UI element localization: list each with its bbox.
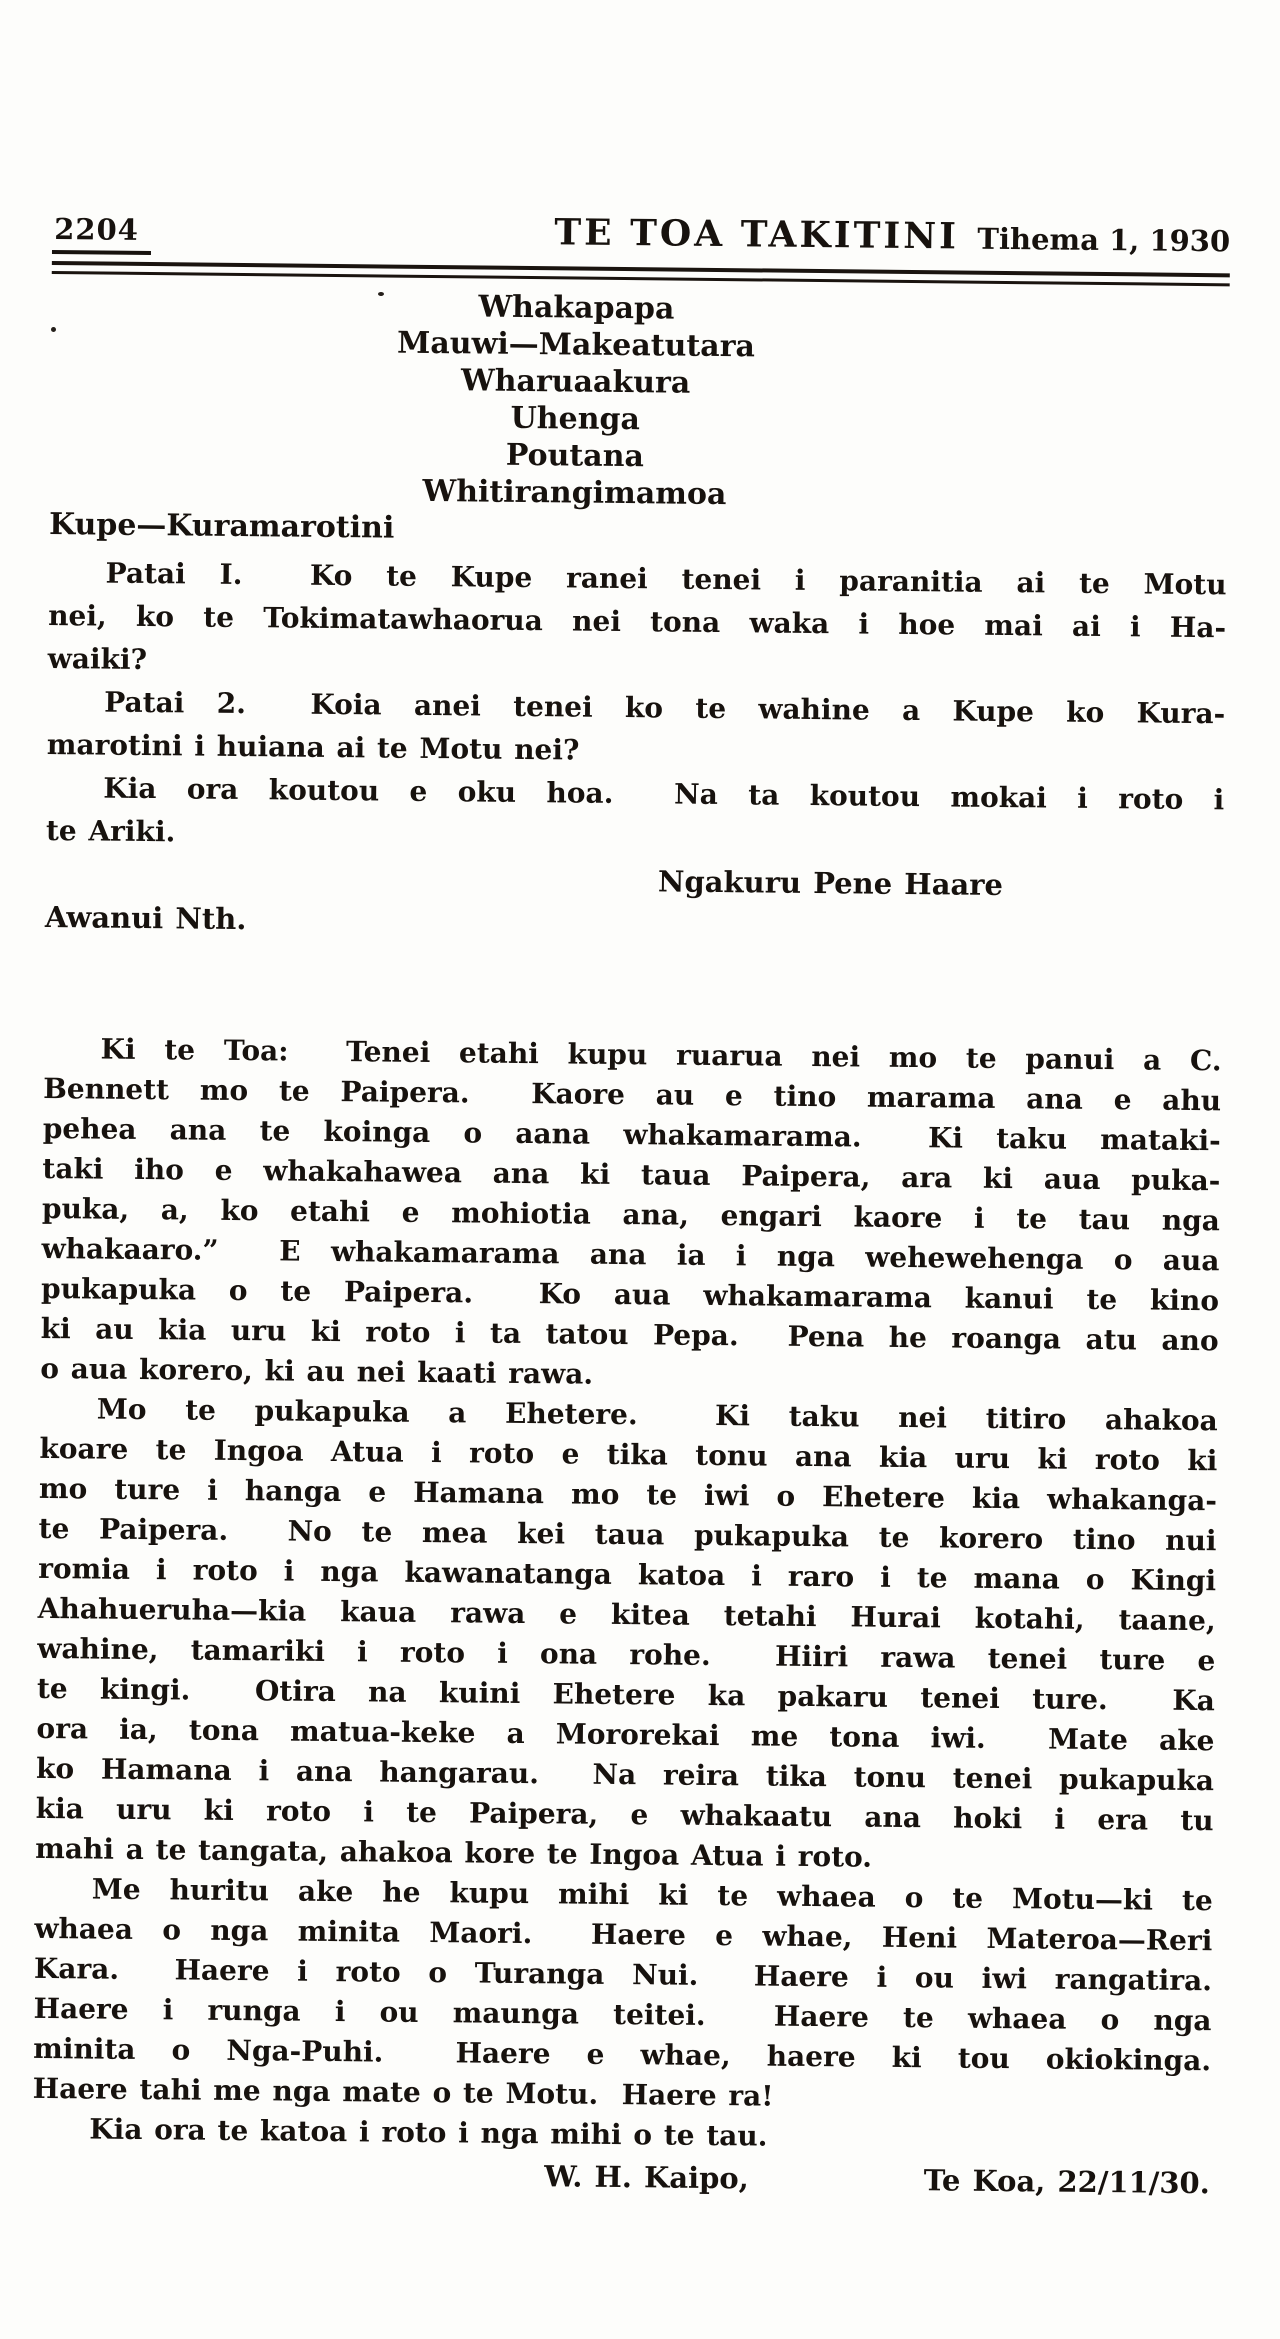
text-line: whaea o nga minita Maori. Haere e whae, Heni Materoa—Reri: [34, 1911, 1213, 1958]
text-line: Whitirangimamoa: [422, 473, 727, 513]
page-number: 2204: [52, 212, 151, 255]
text-line: nei, ko te Tokimatawhaorua nei tona waka i hoe mai ai i Ha-: [47, 598, 1227, 645]
text-line: romia i roto i nga kawanatanga katoa i raro i te mana o Kingi: [38, 1551, 1217, 1598]
text-line: o aua korero, ki au nei kaati rawa.: [40, 1351, 594, 1391]
text-line: marotini i huiana ai te Motu nei?: [46, 727, 580, 767]
paragraph-greeting: [46, 766, 1225, 864]
page-content: [32, 0, 1233, 2203]
text-line: puka, a, ko etahi e mohiotia ana, engari kaore i te tau nga: [41, 1191, 1221, 1238]
text-line: pehea ana te koinga o aana whakamarama. Ki taku mataki-: [42, 1111, 1221, 1158]
text-line: Wharuaakura: [460, 363, 691, 401]
issue-date: Tihema 1, 1930: [977, 221, 1231, 259]
letter1-place: Awanui Nth.: [44, 899, 247, 937]
text-line: whakaaro.” E whakamarama ana ia i nga wehewehenga o aua: [41, 1231, 1220, 1278]
letter-1: [45, 551, 1227, 947]
header-rule: [52, 261, 1230, 286]
letter1-signature: Ngakuru Pene Haare: [657, 864, 1004, 902]
whakapapa-section: [49, 284, 1230, 555]
text-line: Haere i runga i ou maunga teitei. Haere te whaea o nga: [33, 1991, 1212, 2038]
text-line: kia uru ki roto i te Paipera, e whakaatu ana hoki i era tu: [35, 1791, 1214, 1838]
page-header: [52, 206, 1230, 266]
text-line: Poutana: [505, 437, 645, 475]
text-line: pukapuka o te Paipera. Ko aua whakamarama kanui te kino: [40, 1271, 1220, 1318]
paragraph-ki-te-toa: [40, 1029, 1222, 1401]
text-line: Bennett mo te Paipera. Kaore au e tino marama ana e ahu: [43, 1071, 1222, 1118]
text-line: ora ia, tona matua-keke a Mororekai me tona iwi. Mate ake: [36, 1711, 1215, 1758]
text-line: Kupe—Kuramarotini: [48, 506, 395, 546]
letter1-signature-row: [45, 857, 1223, 905]
letter2-signature-name: W. H. Kaipo,: [544, 2159, 750, 2196]
paragraph-patai-1: [47, 551, 1226, 692]
text-line: Uhenga: [510, 400, 641, 438]
text-line: Me huritu ake he kupu mihi ki te whaea o te Motu—ki te: [91, 1872, 1213, 1918]
text-line: Kara. Haere i roto o Turanga Nui. Haere i ou iwi rangatira.: [33, 1951, 1213, 1998]
text-line: Haere tahi me nga mate o te Motu. Haere ra!: [32, 2071, 774, 2113]
whakapapa-heading: Whakapapa: [478, 289, 675, 327]
paragraph-mihi-whaea: [33, 1869, 1213, 2121]
text-line: wahine, tamariki i roto i ona rohe. Hiiri rawa tenei ture e: [37, 1631, 1216, 1678]
text-line: te Ariki.: [45, 813, 176, 849]
journal-title: TE TOA TAKITINI: [554, 211, 960, 258]
text-line: Kia ora te katoa i roto i nga mihi o te tau.: [89, 2112, 768, 2153]
text-line: Patai 2. Koia anei tenei ko te wahine a Kupe ko Kura-: [104, 685, 1226, 731]
text-line: ki au kia uru ki roto i ta tatou Pepa. Pena he roanga atu ano: [40, 1311, 1219, 1358]
text-line: koare te Ingoa Atua i roto e tika tonu ana kia uru ki roto ki: [39, 1431, 1218, 1478]
text-line: Mo te pukapuka a Ehetere. Ki taku nei titiro ahakoa: [96, 1392, 1218, 1438]
text-line: mahi a te tangata, ahakoa kore te Ingoa Atua i roto.: [35, 1831, 873, 1874]
text-line: minita o Nga-Puhi. Haere e whae, haere ki tou okiokinga.: [32, 2031, 1212, 2078]
text-line: Ki te Toa: Tenei etahi kupu ruarua nei mo te panui a C.: [100, 1032, 1222, 1078]
paragraph-ehetere: [35, 1389, 1218, 1881]
paragraph-patai-2: [47, 680, 1226, 778]
whakapapa-lineage: [49, 321, 1101, 554]
text-line: te kingi. Otira na kuini Ehetere ka pakaru tenei ture. Ka: [36, 1671, 1216, 1718]
text-line: te Paipera. No te mea kei taua pukapuka te korero tino nui: [38, 1511, 1217, 1558]
text-line: Ahahueruha—kia kaua rawa e kitea tetahi Hurai kotahi, taane,: [37, 1591, 1216, 1638]
letter-2: [32, 1029, 1222, 2203]
text-line: Kia ora koutou e oku hoa. Na ta koutou mokai i roto i: [103, 771, 1225, 817]
text-line: Patai I. Ko te Kupe ranei tenei i paranitia ai te Motu: [105, 556, 1227, 602]
letter2-signature-place-date: Te Koa, 22/11/30.: [923, 2163, 1210, 2201]
text-line: mo ture i hanga e Hamana mo te iwi o Ehetere kia whakanga-: [38, 1471, 1218, 1518]
text-line: ko Hamana i ana hangarau. Na reira tika tonu tenei pukapuka: [35, 1751, 1215, 1798]
text-line: waiki?: [47, 641, 148, 677]
text-line: Mauwi—Makeatutara: [396, 325, 756, 365]
text-line: taki iho e whakahawea ana ki taua Paipera, ara ki aua puka-: [42, 1151, 1221, 1198]
